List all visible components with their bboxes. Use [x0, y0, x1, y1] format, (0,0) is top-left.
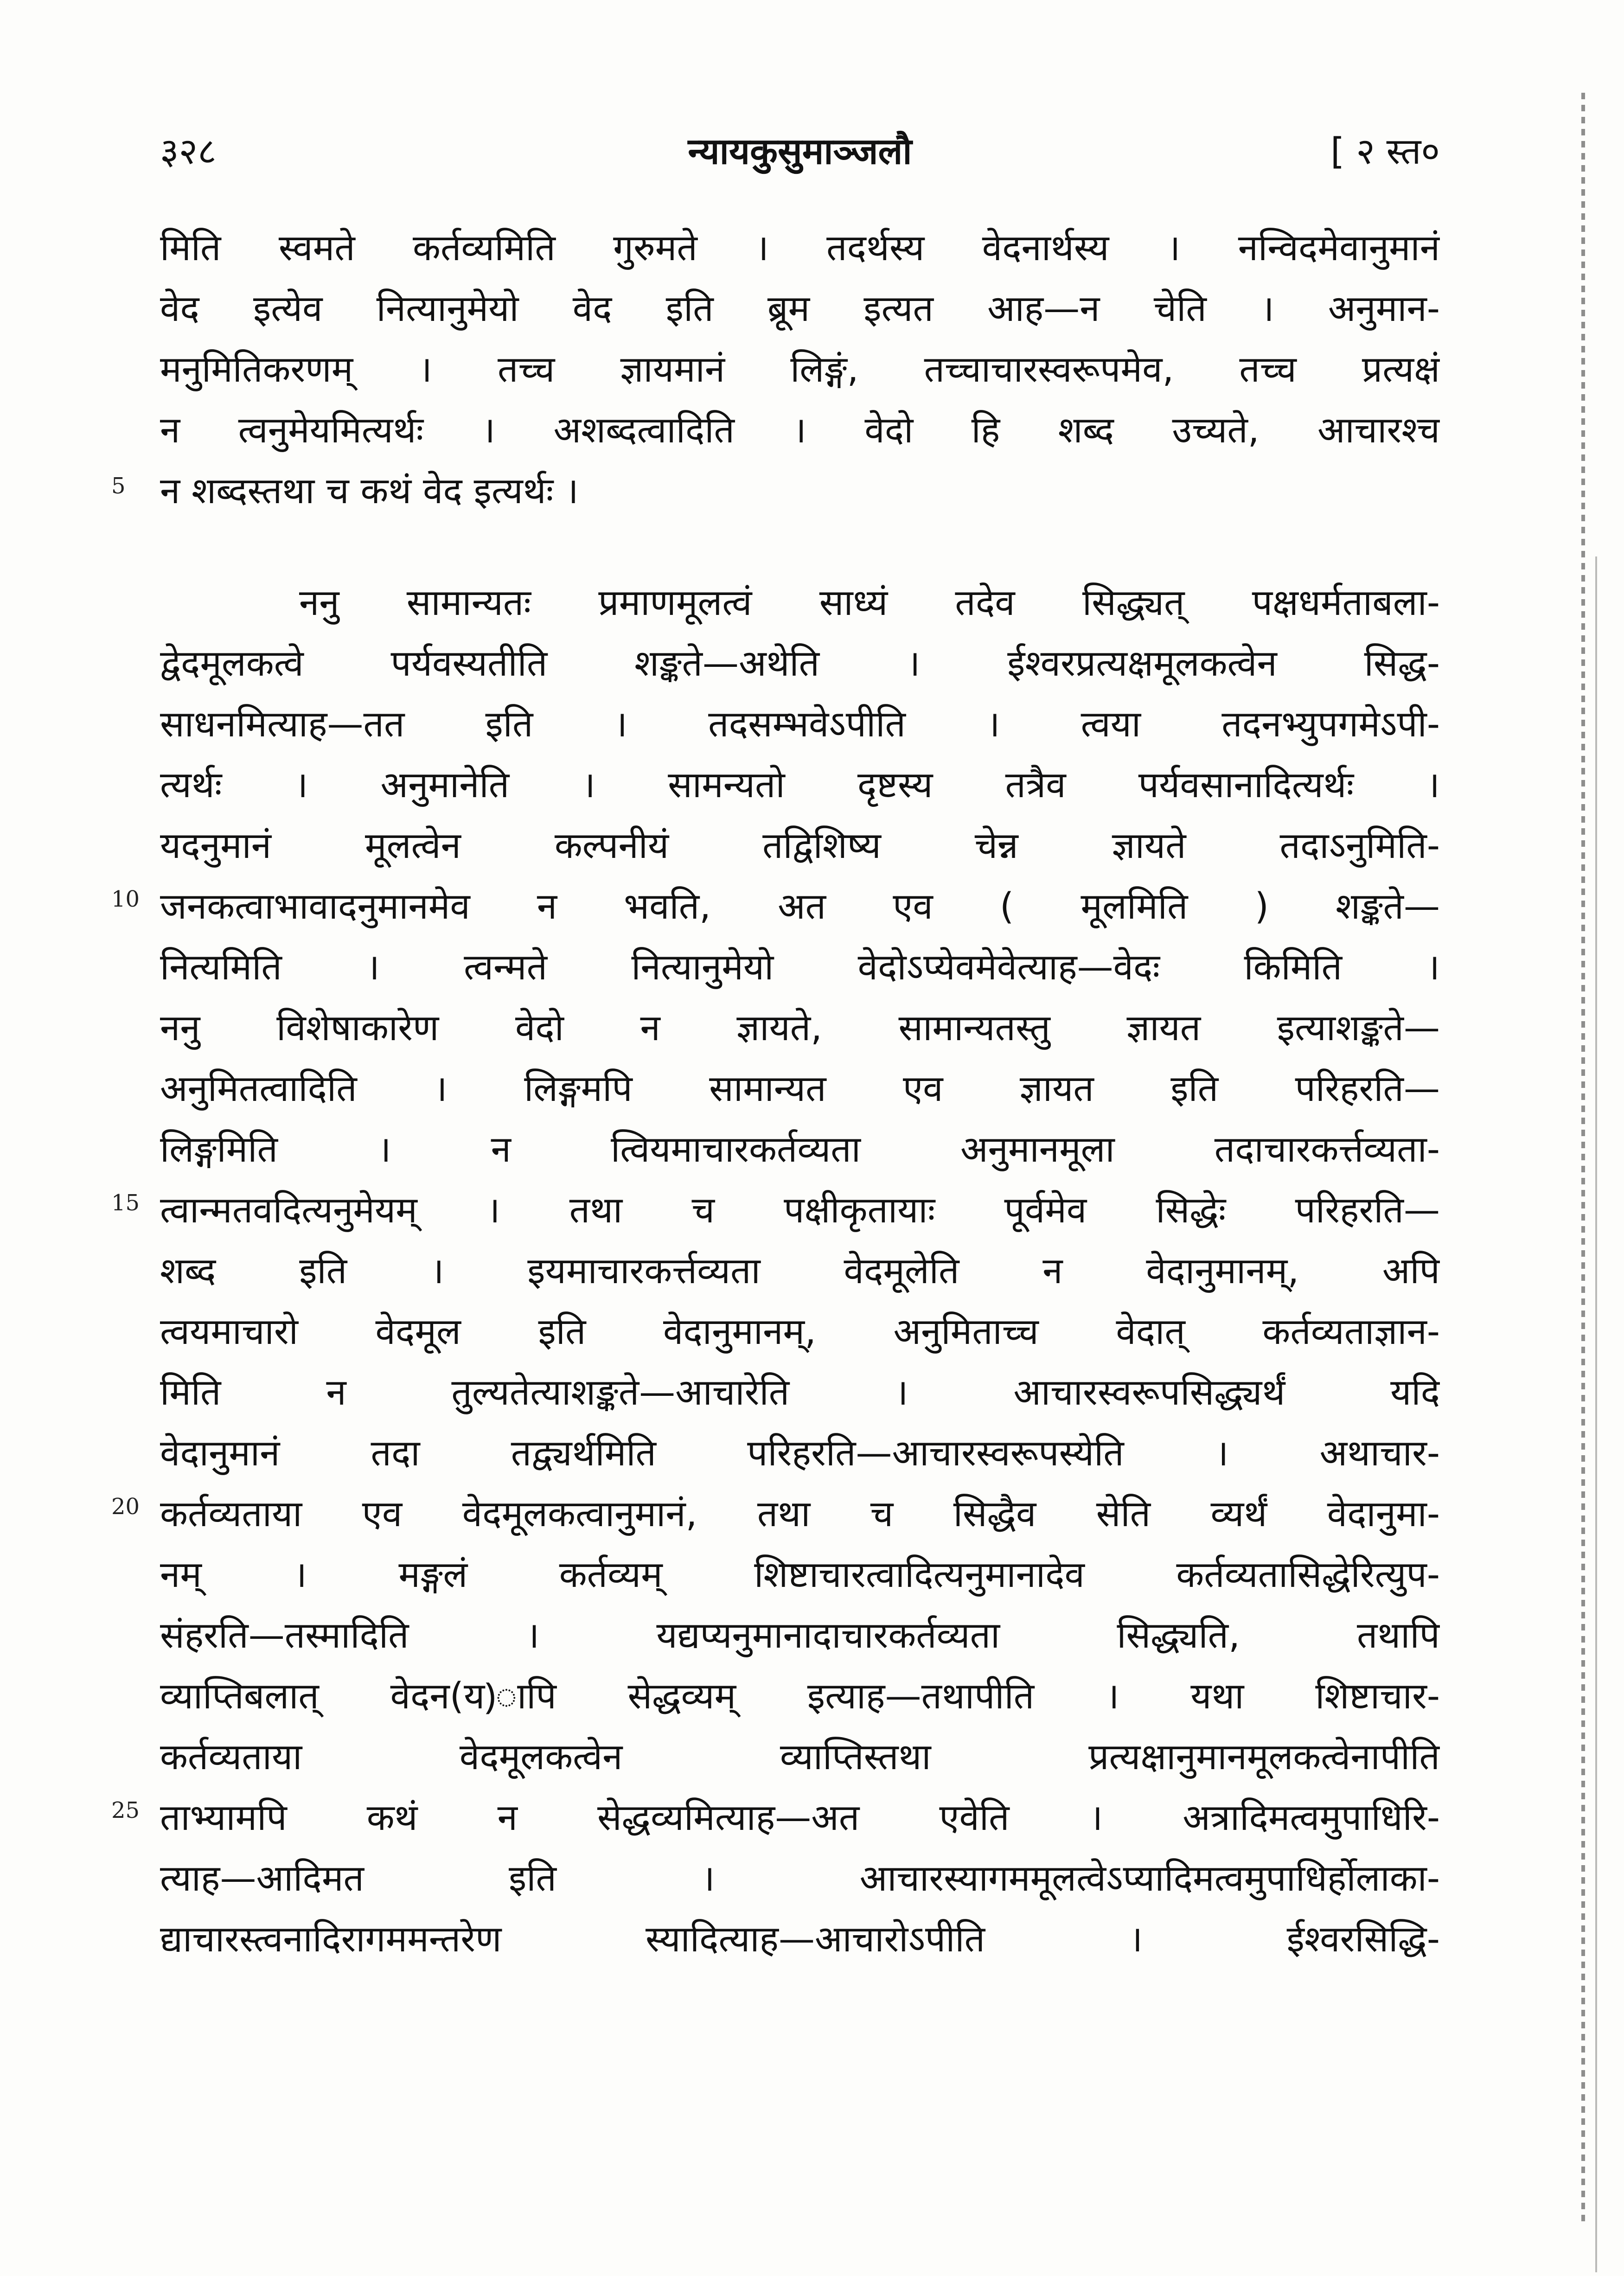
text-line: लिङ्गमिति । न त्वियमाचारकर्तव्यता अनुमानमूला तदाचारकर्त्तव्यता- — [160, 1129, 1440, 1170]
text-line: ननु सामान्यतः प्रमाणमूलत्वं साध्यं तदेव सिद्ध्यत् पक्षधर्मताबला- — [299, 582, 1440, 624]
text-line: व्याप्तिबलात् वेदन(य)ापि सेद्धव्यम् इत्याह—तथापीति । यथा शिष्टाचार- — [160, 1675, 1440, 1717]
text-line: द्वेदमूलकत्वे पर्यवस्यतीति शङ्कते—अथेति । ईश्वरप्रत्यक्षमूलकत्वेन सिद्ध- — [160, 643, 1440, 684]
text-line: कर्तव्यताया वेदमूलकत्वेन व्याप्तिस्तथा प्रत्यक्षानुमानमूलकत्वेनापीति — [160, 1736, 1440, 1778]
text-line: संहरति—तस्मादिति । यद्यप्यनुमानादाचारकर्तव्यता सिद्ध्यति, तथापि — [160, 1615, 1440, 1656]
text-line: शब्द इति । इयमाचारकर्त्तव्यता वेदमूलेति न वेदानुमानम्, अपि — [160, 1250, 1440, 1292]
text-line: वेदानुमानं तदा तद्व्यर्थमिति परिहरति—आचारस्वरूपस्येति । अथाचार- — [160, 1432, 1440, 1474]
text-line: अनुमितत्वादिति । लिङ्गमपि सामान्यत एव ज्ञायत इति परिहरति— — [160, 1068, 1440, 1110]
section-marker: [ २ स्त० — [1330, 131, 1440, 173]
text-line: त्वान्मतवदित्यनुमेयम् । तथा च पक्षीकृतायाः पूर्वमेव सिद्धेः परिहरति— — [160, 1189, 1440, 1231]
line-number: 15 — [111, 1190, 140, 1216]
running-title: न्यायकुसुमाञ्जलौ — [688, 131, 912, 173]
text-line: न त्वनुमेयमित्यर्थः । अशब्दत्वादिति । वेदो हि शब्द उच्यते, आचारश्च — [160, 409, 1440, 451]
text-line: वेद इत्येव नित्यानुमेयो वेद इति ब्रूम इत्यत आह—न चेति । अनुमान- — [160, 288, 1440, 330]
text-line: त्वयमाचारो वेदमूल इति वेदानुमानम्, अनुमिताच्च वेदात् कर्तव्यताज्ञान- — [160, 1311, 1440, 1353]
text-line: द्याचारस्त्वनादिरागममन्तरेण स्यादित्याह—आचारोऽपीति । ईश्वरसिद्धि- — [160, 1918, 1440, 1960]
text-line: त्याह—आदिमत इति । आचारस्यागममूलत्वेऽप्यादिमत्वमुपाधिर्होलाका- — [160, 1858, 1440, 1899]
text-line: कर्तव्यताया एव वेदमूलकत्वानुमानं, तथा च सिद्धैव सेति व्यर्थं वेदानुमा- — [160, 1493, 1440, 1535]
line-number: 5 — [111, 473, 126, 499]
binding-edge — [1581, 93, 1585, 2226]
page-number: ३२८ — [160, 131, 217, 173]
line-number: 25 — [111, 1797, 140, 1823]
text-line: नम् । मङ्गलं कर्तव्यम् शिष्टाचारत्वादित्यनुमानादेव कर्तव्यतासिद्धेरित्युप- — [160, 1554, 1440, 1596]
text-line: ननु विशेषाकारेण वेदो न ज्ञायते, सामान्यतस्तु ज्ञायत इत्याशङ्कते— — [160, 1007, 1440, 1049]
text-line: साधनमित्याह—तत इति । तदसम्भवेऽपीति । त्वया तदनभ्युपगमेऽपी- — [160, 703, 1440, 745]
text-line: यदनुमानं मूलत्वेन कल्पनीयं तद्विशिष्य चेन्न ज्ञायते तदाऽनुमिति- — [160, 825, 1440, 867]
text-line: जनकत्वाभावादनुमानमेव न भवति, अत एव ( मूलमिति ) शङ्कते— — [160, 886, 1440, 927]
text-line: त्यर्थः । अनुमानेति । सामन्यतो दृष्टस्य तत्रैव पर्यवसानादित्यर्थः । — [160, 764, 1440, 806]
text-line: न शब्दस्तथा च कथं वेद इत्यर्थः । — [160, 470, 579, 512]
text-line: ताभ्यामपि कथं न सेद्धव्यमित्याह—अत एवेति । अत्रादिमत्वमुपाधिरि- — [160, 1797, 1440, 1839]
text-line: नित्यमिति । त्वन्मते नित्यानुमेयो वेदोऽप्येवमेवेत्याह—वेदः किमिति । — [160, 946, 1440, 988]
commentary-text — [160, 218, 1440, 1970]
text-line: मनुमितिकरणम् । तच्च ज्ञायमानं लिङ्गं, तच्चाचारस्वरूपमेव, तच्च प्रत्यक्षं — [160, 349, 1440, 390]
text-line: मिति न तुल्यतेत्याशङ्कते—आचारेति । आचारस्वरूपसिद्ध्यर्थं यदि — [160, 1372, 1440, 1413]
page-header — [160, 125, 1440, 176]
binding-edge — [1595, 556, 1597, 2272]
line-number: 10 — [111, 886, 140, 912]
line-number: 20 — [111, 1494, 140, 1520]
text-line: मिति स्वमते कर्तव्यमिति गुरुमते । तदर्थस्य वेदनार्थस्य । नन्विदमेवानुमानं — [160, 227, 1440, 269]
